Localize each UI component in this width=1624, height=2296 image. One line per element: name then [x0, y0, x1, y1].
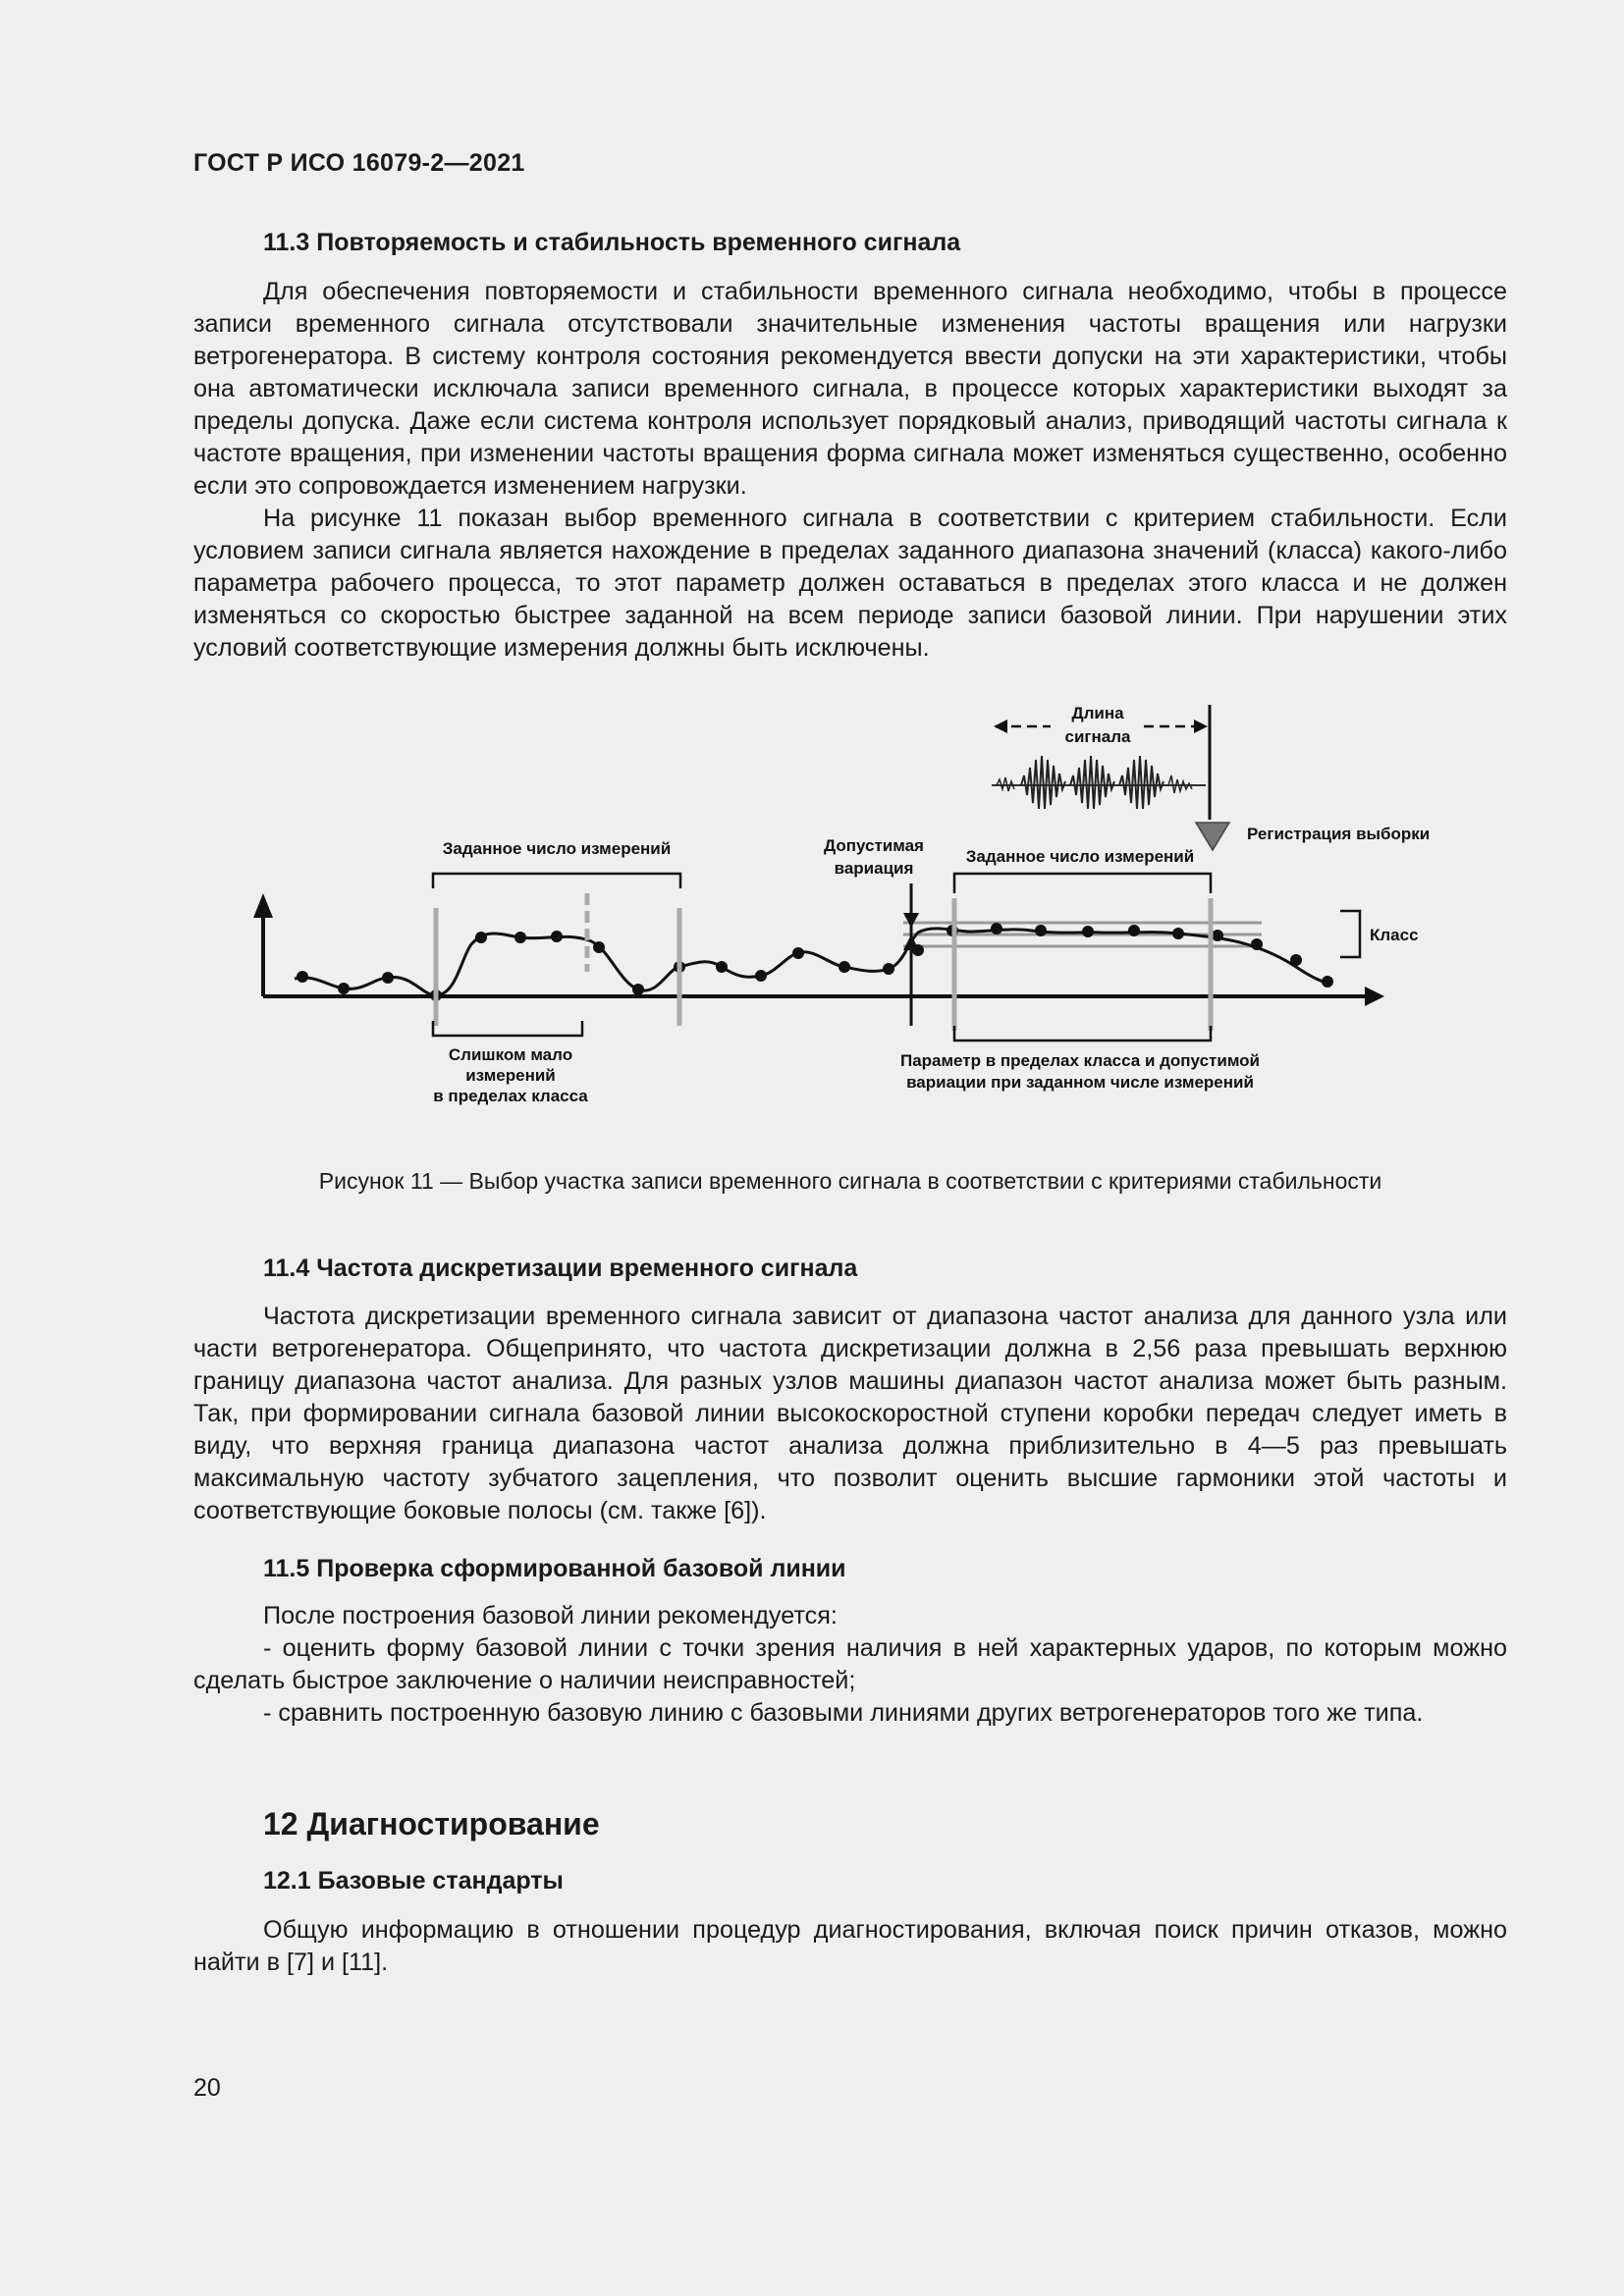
figure-11 — [0, 687, 1624, 1148]
sample-registration-triangle-icon — [1196, 823, 1229, 850]
signal-curve — [295, 929, 1330, 995]
measurement-point — [297, 971, 308, 983]
measurement-point — [593, 941, 605, 953]
label-class: Класс — [1370, 926, 1419, 944]
time-signal-waveform — [992, 756, 1206, 809]
measurement-point — [551, 931, 563, 942]
page-number: 20 — [193, 2074, 221, 2102]
y-axis-arrow-icon — [253, 893, 273, 918]
measurement-point — [1212, 930, 1223, 941]
signal-length-arrow-left-icon — [994, 720, 1007, 733]
label-signal-length-2: сигнала — [1064, 727, 1131, 746]
section-11-5-heading: 11.5 Проверка сформированной базовой линии — [263, 1555, 846, 1582]
signal-length-arrow-right-icon — [1194, 720, 1208, 733]
section-11-5-intro: После построения базовой линии рекомендуется: — [263, 1602, 838, 1629]
label-given-measurements-right: Заданное число измерений — [965, 847, 1195, 866]
figure-11-caption: Рисунок 11 — Выбор участка записи временного сигнала в соответствии с критериями стабильности — [318, 1168, 1382, 1194]
label-too-few-1: Слишком мало — [448, 1045, 573, 1064]
right-bottom-bracket — [954, 1026, 1211, 1041]
class-bracket — [1340, 911, 1360, 957]
measurement-point — [1035, 925, 1047, 936]
label-sample-registration: Регистрация выборки — [1247, 825, 1431, 843]
measurement-point — [382, 972, 394, 984]
allowed-variation-arrow-up-icon — [903, 934, 919, 950]
section-11-3-paragraph-1: Для обеспечения повторяемости и стабильности временного сигнала необходимо, чтобы в процессе записи временного сигнала отсутствовали значительные изменения частоты вращения или нагрузки ветрогенератора. В систему контроля состояния рекомендуется ввести допуски на эти характеристики, чтобы она автоматически исключала записи временного сигнала, в процессе которых характеристики выходят за пределы допуска. Даже если система контроля использует порядковый анализ, приводящий частоты сигнала к частоте вращения, при изменении частоты вращения форма сигнала может изменяться существенно, особенно если это сопровождается изменением нагрузки. — [193, 278, 1507, 500]
measurement-point — [755, 970, 767, 982]
section-12-1-paragraph-1: Общую информацию в отношении процедур диагностирования, включая поиск причин отказов, можно найти в [7] и [11]. — [193, 1916, 1507, 1976]
measurement-point — [514, 932, 526, 943]
label-within-class-1: Параметр в пределах класса и допустимой — [899, 1051, 1261, 1070]
label-allowed-variation-2: вариация — [834, 859, 914, 878]
section-11-4-heading: 11.4 Частота дискретизации временного сигнала — [263, 1255, 858, 1282]
label-too-few-3: в пределах класса — [433, 1087, 588, 1105]
label-too-few-2: измерений — [465, 1066, 556, 1085]
measurement-point — [475, 932, 487, 943]
measurement-point — [792, 947, 804, 959]
chapter-12-heading: 12 Диагностирование — [263, 1806, 600, 1842]
measurement-point — [1082, 926, 1094, 937]
measurement-point — [883, 963, 894, 975]
measurement-point — [632, 984, 644, 995]
measurement-point — [1172, 928, 1184, 939]
section-11-4-paragraph-1: Частота дискретизации временного сигнала зависит от диапазона частот анализа для данного узла или части ветрогенератора. Общепринято, что частота дискретизации должна в 2,56 раза превышать верхнюю границу диапазона частот анализа. Для разных узлов машины диапазон частот анализа может быть разным. Так, при формировании сигнала базовой линии высокоскоростной ступени коробки передач следует иметь в виду, что верхняя граница диапазона частот анализа должна приблизительно в 4—5 раз превышать максимальную частоту зубчатого зацепления, что позволит оценить высшие гармоники этой частоты и соответствующие боковые полосы (см. также [6]). — [193, 1303, 1507, 1524]
measurement-point — [1128, 925, 1140, 936]
label-given-measurements-left: Заданное число измерений — [442, 839, 672, 858]
section-12-1-heading: 12.1 Базовые стандарты — [263, 1867, 564, 1895]
right-top-bracket — [954, 874, 1211, 893]
left-bottom-bracket — [433, 1021, 582, 1036]
left-top-bracket — [433, 874, 680, 888]
section-11-5-item-2: - сравнить построенную базовую линию с базовыми линиями других ветрогенераторов того же типа. — [263, 1699, 1424, 1727]
measurement-point — [716, 961, 728, 973]
measurement-point — [839, 961, 850, 973]
label-allowed-variation-1: Допустимая — [824, 836, 924, 855]
document-header: ГОСТ Р ИСО 16079-2—2021 — [193, 149, 525, 177]
section-11-3-paragraph-2: На рисунке 11 показан выбор временного сигнала в соответствии с критерием стабильности. Если условием записи сигнала является нахождение в пределах заданного диапазона значений (класса) какого-либо параметра рабочего процесса, то этот параметр должен оставаться в пределах этого класса и не должен изменяться со скоростью быстрее заданной на всем периоде записи базовой линии. При нарушении этих условий соответствующие измерения должны быть исключены. — [193, 505, 1507, 662]
x-axis-arrow-icon — [1365, 987, 1384, 1006]
label-within-class-2: вариации при заданном числе измерений — [906, 1073, 1254, 1092]
allowed-variation-arrow-icon — [903, 913, 919, 928]
measurement-point — [1251, 938, 1263, 950]
label-signal-length-1: Длина — [1071, 704, 1124, 722]
section-11-5-item-1: - оценить форму базовой линии с точки зрения наличия в ней характерных ударов, по которым можно сделать быстрое заключение о наличии неисправностей; — [193, 1634, 1507, 1694]
measurement-point — [1290, 954, 1302, 966]
measurement-points — [297, 923, 1333, 1001]
section-11-3-heading: 11.3 Повторяемость и стабильность временного сигнала — [263, 229, 961, 256]
measurement-point — [338, 983, 350, 994]
measurement-point — [991, 923, 1002, 934]
measurement-point — [1322, 976, 1333, 988]
figure-11-diagram — [0, 687, 1624, 1148]
